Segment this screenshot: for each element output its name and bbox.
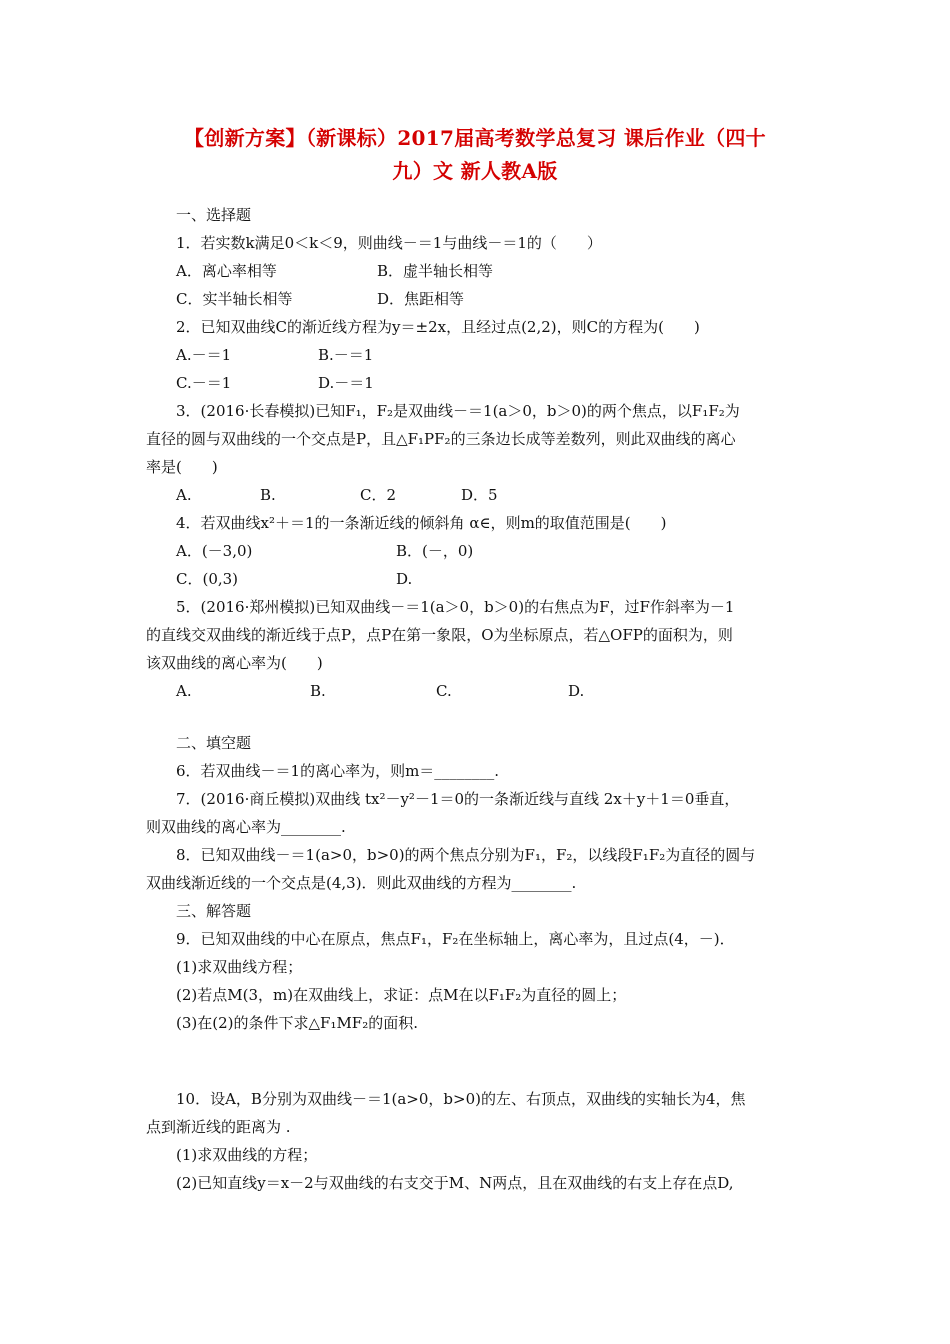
question-7-line-1: 7．(2016·商丘模拟)双曲线 tx²－y²－1＝0的一条渐近线与直线 2x＋y＋1＝0垂直，: [176, 790, 740, 808]
q2-option-d: D.－＝1: [318, 374, 374, 392]
section-heading-solve: 三、解答题: [176, 902, 252, 920]
q4-option-c: C．(0,3): [176, 570, 239, 588]
question-5-line-3: 该双曲线的离心率为( ): [146, 654, 323, 672]
q5-option-a: A.: [176, 682, 192, 700]
q2-option-b: B.－＝1: [318, 346, 374, 364]
question-6: 6．若双曲线－＝1的离心率为，则m＝________.: [176, 762, 500, 780]
q9-sub-1: (1)求双曲线方程；: [176, 958, 303, 976]
q2-option-c: C.－＝1: [176, 374, 232, 392]
question-10-line-1: 10．设A，B分别为双曲线－＝1(a>0，b>0)的左、右顶点，双曲线的实轴长为4，焦: [176, 1090, 746, 1108]
title-line-1: 【创新方案】（新课标）2017届高考数学总复习 课后作业（四十: [184, 126, 766, 150]
q1-option-b: B．虚半轴长相等: [377, 262, 494, 280]
question-1: 1．若实数k满足0＜k＜9，则曲线－＝1与曲线－＝1的（ ）: [176, 234, 602, 252]
question-3-line-1: 3．(2016·长春模拟)已知F₁，F₂是双曲线－＝1(a＞0，b＞0)的两个焦点，以F₁F₂为: [176, 402, 740, 420]
question-8-line-1: 8．已知双曲线－＝1(a>0，b>0)的两个焦点分别为F₁，F₂，以线段F₁F₂为直径的圆与: [176, 846, 756, 864]
q3-option-a: A.: [176, 486, 192, 504]
q4-option-d: D.: [396, 570, 413, 588]
q9-sub-3: (3)在(2)的条件下求△F₁MF₂的面积.: [176, 1014, 419, 1032]
q4-option-b: B．(－，0): [396, 542, 474, 560]
document-title: [140, 122, 810, 188]
question-5-line-2: 的直线交双曲线的渐近线于点P，点P在第一象限，O为坐标原点，若△OFP的面积为，则: [146, 626, 733, 644]
question-4: 4．若双曲线x²＋＝1的一条渐近线的倾斜角 α∈，则m的取值范围是( ): [176, 514, 667, 532]
question-8-line-2: 双曲线渐近线的一个交点是(4,3)．则此双曲线的方程为________.: [146, 874, 577, 892]
q5-option-b: B.: [310, 682, 326, 700]
q10-sub-2: (2)已知直线y＝x－2与双曲线的右支交于M、N两点，且在双曲线的右支上存在点D,: [176, 1174, 734, 1192]
q2-option-a: A.－＝1: [176, 346, 232, 364]
section-heading-fill: 二、填空题: [176, 734, 252, 752]
q3-option-c: C．2: [360, 486, 397, 504]
question-3-line-2: 直径的圆与双曲线的一个交点是P，且△F₁PF₂的三条边长成等差数列，则此双曲线的离心: [146, 430, 736, 448]
q5-option-c: C.: [436, 682, 452, 700]
q1-option-c: C．实半轴长相等: [176, 290, 293, 308]
q1-option-a: A．离心率相等: [176, 262, 277, 280]
q3-option-b: B.: [260, 486, 276, 504]
q4-option-a: A．(－3,0): [176, 542, 253, 560]
question-9: 9．已知双曲线的中心在原点，焦点F₁，F₂在坐标轴上，离心率为，且过点(4，－)．: [176, 930, 735, 948]
q9-sub-2: (2)若点M(3，m)在双曲线上，求证：点M在以F₁F₂为直径的圆上；: [176, 986, 627, 1004]
q5-option-d: D.: [568, 682, 585, 700]
q3-option-d: D．5: [461, 486, 498, 504]
question-10-line-2: 点到渐近线的距离为 .: [146, 1118, 291, 1136]
title-line-2: 九）文 新人教A版: [392, 159, 558, 183]
section-heading-choice: 一、选择题: [176, 206, 252, 224]
question-5-line-1: 5．(2016·郑州模拟)已知双曲线－＝1(a＞0，b＞0)的右焦点为F，过F作斜率为－1: [176, 598, 735, 616]
q10-sub-1: (1)求双曲线的方程；: [176, 1146, 318, 1164]
question-2: 2．已知双曲线C的渐近线方程为y＝±2x，且经过点(2,2)，则C的方程为( ): [176, 318, 700, 336]
question-7-line-2: 则双曲线的离心率为________.: [146, 818, 346, 836]
question-3-line-3: 率是( ): [146, 458, 218, 476]
q1-option-d: D．焦距相等: [377, 290, 465, 308]
